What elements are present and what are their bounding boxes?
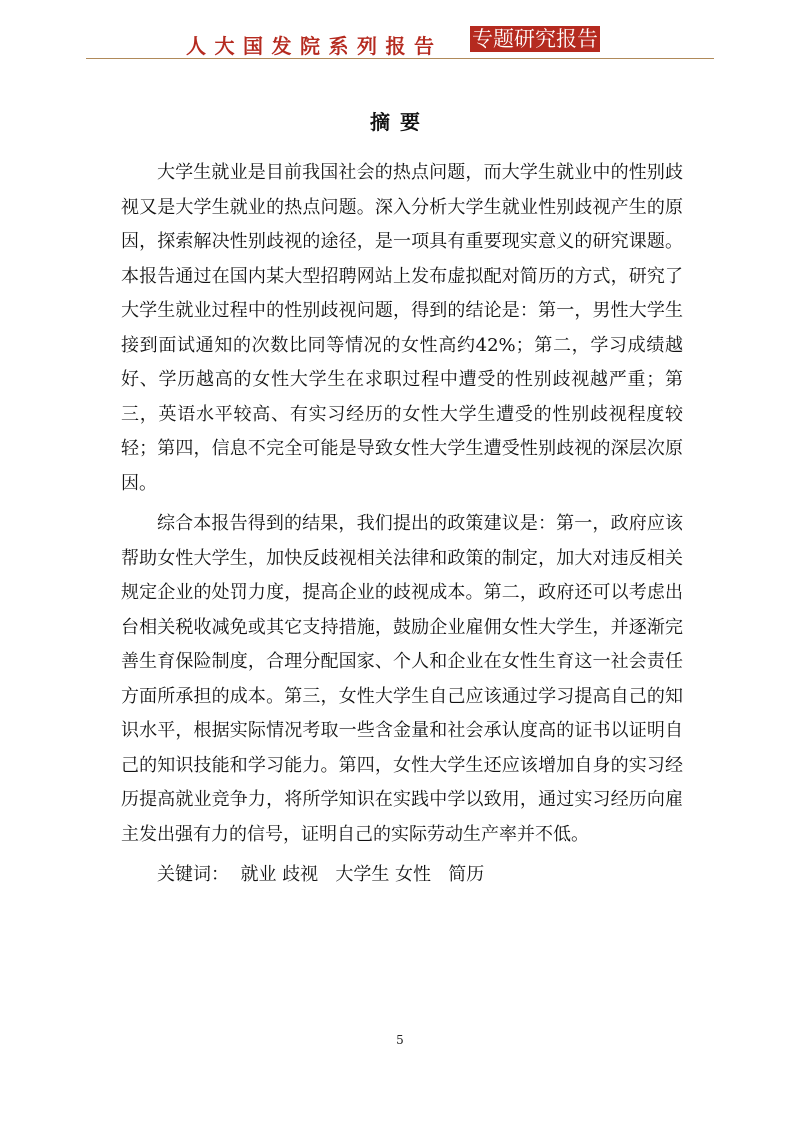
abstract-title: 摘要 — [370, 110, 430, 134]
report-header — [0, 24, 800, 60]
abstract-body — [121, 156, 683, 899]
report-type-tag: 专题研究报告 — [472, 27, 598, 51]
header-divider — [86, 58, 714, 59]
abstract-paragraph-recommendations: 综合本报告得到的结果，我们提出的政策建议是：第一，政府应该帮助女性大学生，加快反歧视相关法律和政策的制定，加大对违反相关规定企业的处罚力度，提高企业的歧视成本。第二，政府还可以考虑出台相关税收减免或其它支持措施，鼓励企业雇佣女性大学生，并逐渐完善生育保险制度，合理分配国家、个人和企业在女性生育这一社会责任方面所承担的成本。第三，女性大学生自己应该通过学习提高自己的知识水平，根据实际情况考取一些含金量和社会承认度高的证书以证明自己的知识技能和学习能力。第四，女性大学生还应该增加自身的实习经历提高就业竞争力，将所学知识在实践中学以致用，通过实习经历向雇主发出强有力的信号，证明自己的实际劳动生产率并不低。 — [121, 513, 683, 845]
keywords-line: 关键词： 就业 歧视 大学生 女性 简历 — [157, 864, 485, 885]
abstract-paragraph-findings: 大学生就业是目前我国社会的热点问题，而大学生就业中的性别歧视又是大学生就业的热点问题。深入分析大学生就业性别歧视产生的原因，探索解决性别歧视的途径，是一项具有重要现实意义的研究课题。本报告通过在国内某大型招聘网站上发布虚拟配对简历的方式，研究了大学生就业过程中的性别歧视问题，得到的结论是：第一，男性大学生接到面试通知的次数比同等情况的女性高约42%；第二，学习成绩越好、学历越高的女性大学生在求职过程中遭受的性别歧视越严重；第三，英语水平较高、有实习经历的女性大学生遭受的性别歧视程度较轻；第四，信息不完全可能是导致女性大学生遭受性别歧视的深层次原因。 — [121, 162, 683, 494]
series-title: 人大国发院系列报告 — [186, 34, 443, 58]
page-number: 5 — [396, 1033, 404, 1047]
